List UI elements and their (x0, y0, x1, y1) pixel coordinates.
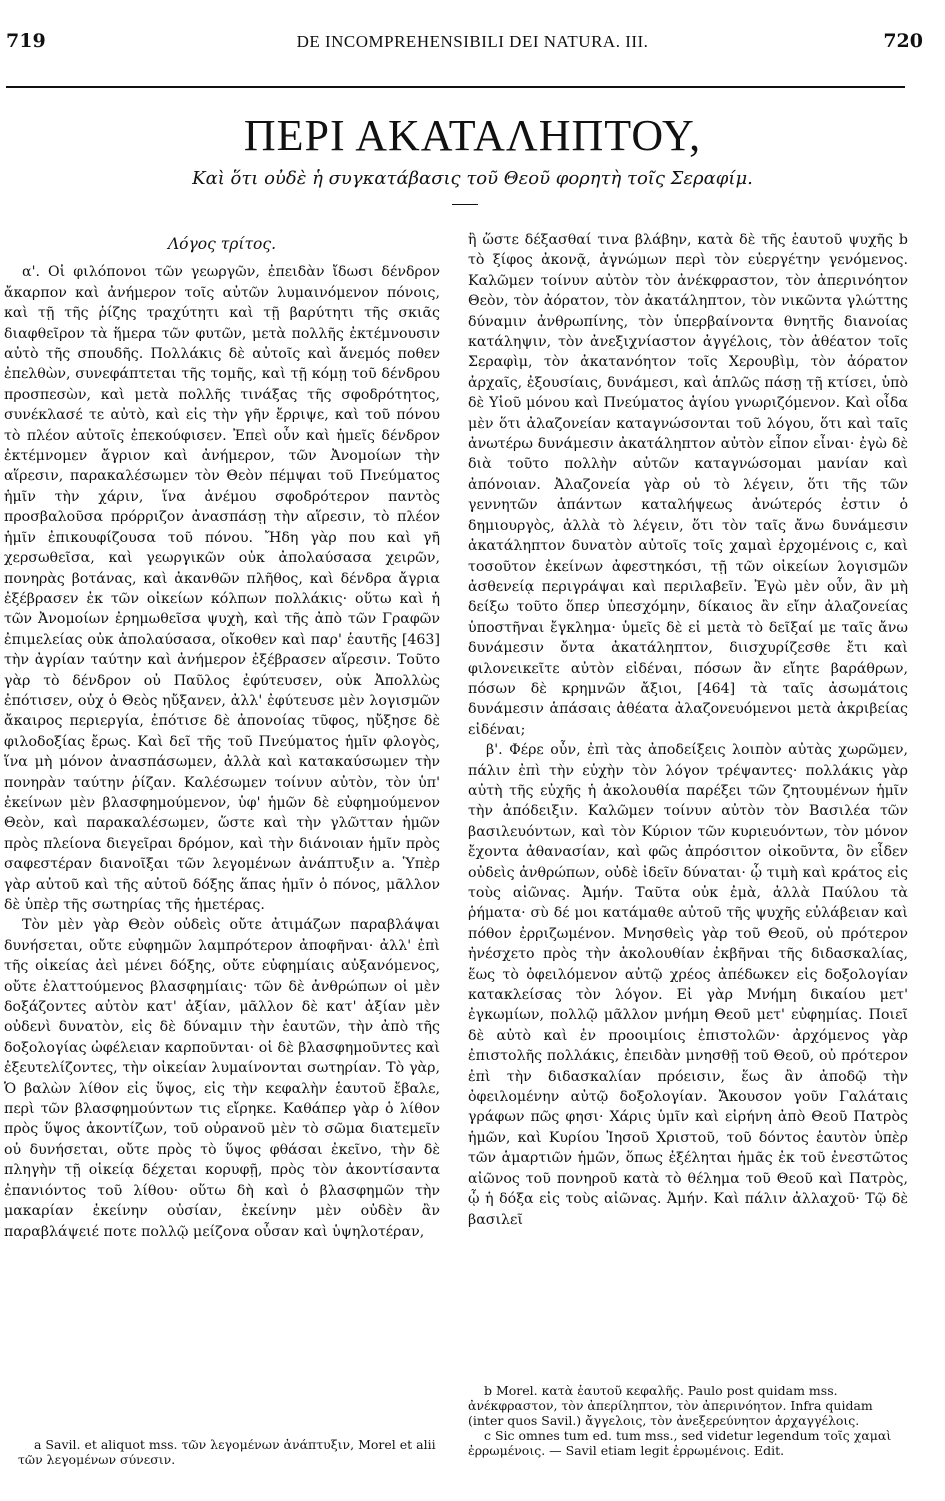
page-number-right: 720 (883, 30, 923, 52)
footnote-c: c Sic omnes tum ed. tum mss., sed videtur legendum τοῖς χαμαὶ ἐρρωμένοις. — Savil etiam legit ἐρρωμένοις. Edit. (468, 1428, 892, 1458)
running-title: DE INCOMPREHENSIBILI DEI NATURA. III. (296, 32, 649, 51)
paragraph: Τὸν μὲν γὰρ Θεὸν οὐδεὶς οὔτε ἀτιμάζων παραβλάψαι δυνήσεται, οὔτε εὐφημῶν λαμπρότερον ἀποφῆναι· ἀλλ' ἐπὶ τῆς οἰκείας ἀεὶ μένει δόξης, οὔτε εὐφημίαις αὐξανόμενος, οὔτε ἐλαττούμενος βλασφημίαις· τῶν δὲ ἀνθρώπων οἱ μὲν δοξάζοντες αὐτὸν κατ' ἀξίαν, μᾶλλον δὲ κατ' ἀξίαν μὲν οὐδενὶ δυνατὸν, εἰς δὲ δύναμιν τὴν ἑαυτῶν, τὴν ἀπὸ τῆς δοξολογίας ὠφέλειαν καρποῦνται· οἱ δὲ βλασφημοῦντες καὶ ἐξευτελίζοντες, τὴν οἰκείαν λυμαίνονται σωτηρίαν. Τὸ γὰρ, Ὁ βαλὼν λίθον εἰς ὕψος, εἰς τὴν κεφαλὴν ἑαυτοῦ ἔβαλε, περὶ τῶν βλασφημούντων τις εἴρηκε. Καθάπερ γὰρ ὁ λίθον πρὸς ὕψος ἀκοντίζων, τοῦ οὐρανοῦ μὲν τὸ σῶμα διατεμεῖν οὐ δυνήσεται, οὔτε πρὸς τὸ ὕψος φθάσαι ἐκεῖνο, τὴν δὲ πληγὴν τῇ οἰκείᾳ δέχεται κορυφῇ, πρὸς τὸν ἀκοντίσαντα ἐπανιόντος τοῦ λίθου· οὕτω δὴ καὶ ὁ βλασφημῶν τὴν μακαρίαν ἐκείνην οὐσίαν, ἐκείνην μὲν οὐδὲν ἂν παραβλάψειέ ποτε πολλῷ μείζονα οὖσαν καὶ ὑψηλοτέραν, (4, 917, 440, 1240)
running-header (0, 30, 945, 60)
header-rule (6, 86, 905, 88)
left-column (4, 230, 440, 1422)
paragraph: β'. Φέρε οὖν, ἐπὶ τὰς ἀποδείξεις λοιπὸν αὐτὰς χωρῶμεν, πάλιν ἐπὶ τὴν εὐχὴν τὸν λόγον τρέψαντες· πολλάκις γὰρ αὐτὴ τῆς εὐχῆς ἡ ἀκολουθία παρέξει τῶν ζητουμένων ἡμῖν τὴν ἀπόδειξιν. Καλῶμεν τοίνυν αὐτὸν τὸν Βασιλέα τῶν βασιλευόντων, καὶ τὸν Κύριον τῶν κυριευόντων, τὸν μόνον ἔχοντα ἀθανασίαν, καὶ φῶς ἀπρόσιτον οἰκοῦντα, ὃν εἶδεν οὐδεὶς ἀνθρώπων, οὐδὲ ἰδεῖν δύναται· ᾧ τιμὴ καὶ κράτος εἰς τοὺς αἰῶνας. Ἀμήν. Ταῦτα οὐκ ἐμὰ, ἀλλὰ Παύλου τὰ ῥήματα· σὺ δέ μοι κατάμαθε αὐτοῦ τῆς ψυχῆς εὐλάβειαν καὶ πόθον ἐρριζωμένον. Μνησθεὶς γὰρ τοῦ Θεοῦ, οὐ πρότερον ἠνέσχετο πρὸς τὴν ἀκολουθίαν ἐκβῆναι τῆς διδασκαλίας, ἕως τὸ ὀφειλόμενον αὐτῷ χρέος ἀπέδωκεν εἰς δοξολογίαν κατακλείσας τὸν λόγον. Εἰ γὰρ Μνήμη δικαίου μετ' ἐγκωμίων, πολλῷ μᾶλλον μνήμη Θεοῦ μετ' εὐφημίας. Ποιεῖ δὲ αὐτὸ καὶ ἐν προοιμίοις ἐπιστολῶν· ἀρχόμενος γὰρ ἐπιστολῆς πολλάκις, ἐπειδὰν μνησθῇ τοῦ Θεοῦ, οὐ πρότερον ἐπὶ τὴν διδασκαλίαν πρόεισιν, ἕως ἂν ἀποδῷ τὴν ὀφειλομένην αὐτῷ δοξολογίαν. Ἄκουσον γοῦν Γαλάταις γράφων πῶς φησι· Χάρις ὑμῖν καὶ εἰρήνη ἀπὸ Θεοῦ Πατρὸς ἡμῶν, καὶ Κυρίου Ἰησοῦ Χριστοῦ, τοῦ δόντος ἑαυτὸν ὑπὲρ τῶν ἁμαρτιῶν ἡμῶν, ὅπως ἐξέληται ἡμᾶς ἐκ τοῦ ἐνεστῶτος αἰῶνος τοῦ πονηροῦ κατὰ τὸ θέλημα τοῦ Θεοῦ καὶ Πατρὸς, ᾧ ἡ δόξα εἰς τοὺς αἰῶνας. Ἀμήν. Καὶ πάλιν ἀλλαχοῦ· Τῷ δὲ βασιλεῖ (468, 742, 908, 1228)
discourse-heading: Λόγος τρίτος. (167, 235, 276, 253)
paragraph: ἢ ὥστε δέξασθαί τινα βλάβην, κατὰ δὲ τῆς ἑαυτοῦ ψυχῆς b τὸ ξίφος ἀκονᾷ, ἀγνώμων περὶ τὸν εὐεργέτην γενόμενος. Καλῶμεν τοίνυν αὐτὸν τὸν ἀνέκφραστον, τὸν ἀπερινόητον Θεὸν, τὸν ἀόρατον, τὸν ἀκατάληπτον, τὸν νικῶντα γλώττης δύναμιν ἀνθρωπίνης, τὸν ὑπερβαίνοντα θνητῆς διανοίας κατάληψιν, τὸν ἀνεξιχνίαστον ἀγγέλοις, τὸν ἀθέατον τοῖς Σεραφὶμ, τὸν ἀκατανόητον τοῖς Χερουβὶμ, τὸν ἀόρατον ἀρχαῖς, ἐξουσίαις, δυνάμεσι, καὶ ἁπλῶς πάσῃ τῇ κτίσει, ὑπὸ δὲ Υἱοῦ μόνου καὶ Πνεύματος ἁγίου γνωριζόμενον. Καὶ οἶδα μὲν ὅτι ἀλαζονείαν καταγνώσονται τοῦ λόγου, ὅτι καὶ ταῖς ἀνωτέρω δυνάμεσιν ἀκατάληπτον αὐτὸν εἶπον εἶναι· ἐγὼ δὲ διὰ τοῦτο πολλὴν αὐτῶν καταγνώσομαι μανίαν καὶ ἀπόνοιαν. Ἀλαζονεία γὰρ οὐ τὸ λέγειν, ὅτι τῆς τῶν γεννητῶν ἁπάντων καταλήψεως ἀνώτερός ἐστιν ὁ δημιουργὸς, ἀλλὰ τὸ λέγειν, ὅτι τὸν ταῖς ἄνω δυνάμεσιν ἀκατάληπτον δυνατὸν αὐτοῖς τοῖς χαμαὶ ἐρχομένοις c, καὶ τοσοῦτον ἐκείνων ἀφεστηκόσι, τῇ τῶν οἰκείων λογισμῶν ἀσθενείᾳ περιγράψαι καὶ περιλαβεῖν. Ἐγὼ μὲν οὖν, ἂν μὴ δείξω τοῦτο ὅπερ ὑπεσχόμην, δίκαιος ἂν εἴην ἀλαζονείας ὑποστῆναι ἔγκλημα· ὑμεῖς δὲ εἰ μετὰ τὸ δεῖξαί με ταῖς ἄνω δυνάμεσιν ὄντα ἀκατάληπτον, διισχυρίζεσθε ἔτι καὶ φιλονεικεῖτε αὐτὸν εἰδέναι, πόσων ἂν εἴητε βαράθρων, πόσων δὲ κρημνῶν ἄξιοι, [464] τὰ ταῖς ἀσωμάτοις δυνάμεσιν ἁπάσαις ἀθέατα ἀλαζονευόμενοι μετὰ ἀκριβείας εἰδέναι; (468, 232, 908, 738)
title-separator (452, 204, 478, 205)
footnote-left (18, 1437, 442, 1467)
treatise-subtitle: Καὶ ὅτι οὐδὲ ἡ συγκατάβασις τοῦ Θεοῦ φορητὴ τοῖς Σεραφίμ. (192, 168, 753, 189)
right-column (468, 230, 908, 1370)
treatise-title: ΠΕΡΙ ΑΚΑΤΑΛΗΠΤΟΥ, (243, 111, 702, 160)
footnotes-right (468, 1383, 908, 1458)
paragraph: α'. Οἱ φιλόπονοι τῶν γεωργῶν, ἐπειδὰν ἴδωσι δένδρον ἄκαρπον καὶ ἀνήμερον τοῖς αὐτῶν λυμαινόμενον πόνοις, καὶ τῇ τῆς ῥίζης τραχύτητι καὶ τῇ βαρύτητι τῆς σκιᾶς διαφθεῖρον τὰ ἥμερα τῶν φυτῶν, μετὰ πολλῆς ἐκτέμνουσιν αὐτὸ τῆς σπουδῆς. Πολλάκις δὲ αὐτοῖς καὶ ἄνεμός ποθεν ἐπελθὼν, συνεφάπτεται τῆς τομῆς, καὶ τῇ κόμῃ τοῦ δένδρου προσπεσὼν, καὶ μετὰ πολλῆς τινάξας τῆς σφοδρότητος, συνέκλασέ τε αὐτὸ, καὶ εἰς τὴν γῆν ἔρριψε, καὶ τοῦ πόνου τὸ πλέον αὐτοῖς ἐπεκούφισεν. Ἐπεὶ οὖν καὶ ἡμεῖς δένδρον ἐκτέμνομεν ἄγριον καὶ ἀνήμερον, τῶν Ἀνομοίων τὴν αἵρεσιν, παρακαλέσωμεν τὸν Θεὸν πέμψαι τοῦ Πνεύματος ἡμῖν τὴν χάριν, ἵνα ἀνέμου σφοδρότερον παντὸς προσβαλοῦσα πρόρριζον ἀνασπάσῃ τὴν αἵρεσιν, τὸ πλέον ἡμῖν ἐπικουφίζουσα τοῦ πόνου. Ἤδη γὰρ που καὶ γῆ χερσωθεῖσα, καὶ γεωργικῶν οὐκ ἀπολαύσασα χειρῶν, πονηρὰς βοτάνας, καὶ ἀκανθῶν πλῆθος, καὶ δένδρα ἄγρια ἐξέβρασεν ἐκ τῶν οἰκείων κόλπων πολλάκις· οὕτω καὶ ἡ τῶν Ἀνομοίων ἐρημωθεῖσα ψυχὴ, καὶ τῆς ἀπὸ τῶν Γραφῶν ἐπιμελείας οὐκ ἀπολαύσασα, οἴκοθεν καὶ παρ' ἑαυτῆς [463] τὴν ἀγρίαν ταύτην καὶ ἀνήμερον ἐξέβρασεν αἵρεσιν. Τοῦτο γὰρ τὸ δένδρον οὐ Παῦλος ἐφύτευσεν, οὐκ Ἀπολλὼς ἐπότισεν, οὐχ ὁ Θεὸς ηὔξανεν, ἀλλ' ἐφύτευσε μὲν λογισμῶν ἄκαιρος περιεργία, ἐπότισε δὲ ἀπονοίας τῦφος, ηὔξησε δὲ φιλοδοξίας ἔρως. Καὶ δεῖ τῆς τοῦ Πνεύματος ἡμῖν φλογὸς, ἵνα μὴ μόνον ἀνασπάσωμεν, ἀλλὰ καὶ κατακαύσωμεν τὴν πονηρὰν ταύτην ῥίζαν. Καλέσωμεν τοίνυν αὐτὸν, τὸν ὑπ' ἐκείνων μὲν βλασφημούμενον, ὑφ' ἡμῶν δὲ εὐφημούμενον Θεὸν, καὶ παρακαλέσωμεν, ὥστε καὶ τὴν γλῶτταν ἡμῶν πρὸς πλείονα διεγεῖραι δρόμον, καὶ τὴν διάνοιαν ἡμῖν πρὸς σαφεστέραν διανοῖξαι τῶν λεγομένων ἀνάπτυξιν a. Ὑπὲρ γὰρ αὐτοῦ καὶ τῆς αὐτοῦ δόξης ἅπας ἡμῖν ὁ πόνος, μᾶλλον δὲ ὑπὲρ τῆς σωτηρίας τῆς ἡμετέρας. (4, 264, 440, 913)
footnote-a: a Savil. et aliquot mss. τῶν λεγομένων ἀνάπτυξιν, Morel et alii τῶν λεγομένων σύνεσιν. (18, 1437, 436, 1467)
page-number-left: 719 (6, 30, 46, 52)
footnote-b: b Morel. κατὰ ἑαυτοῦ κεφαλῆς. Paulo post quidam mss. ἀνέκφραστον, τὸν ἀπερίληπτον, τὸν ἀπερινόητον. Infra quidam (inter quos Savil.) ἄγγελοις, τὸν ἀνεξερεύνητον ἀρχαγγέλοις. (468, 1383, 873, 1428)
